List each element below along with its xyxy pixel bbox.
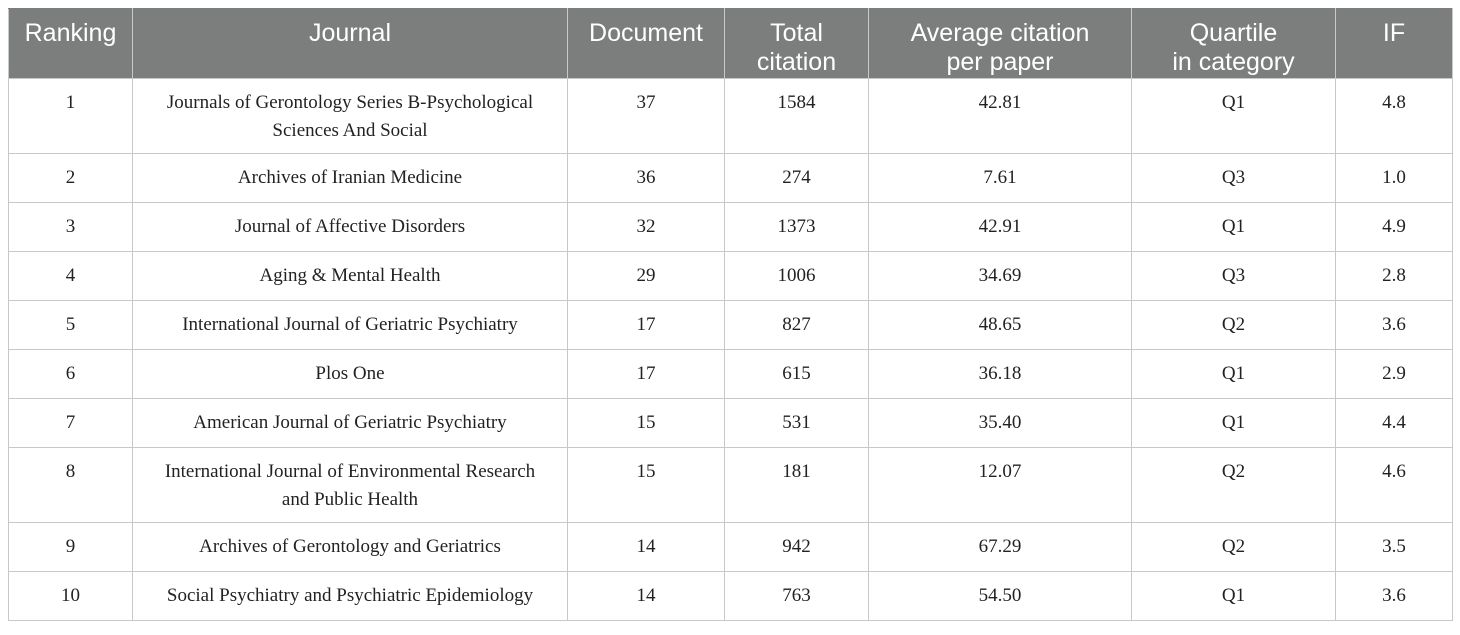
journal-ranking-table (8, 8, 1453, 621)
cell-journal: Journal of Affective Disorders (133, 203, 568, 252)
cell-quartile: Q1 (1132, 203, 1336, 252)
cell-document: 14 (568, 572, 725, 621)
cell-if: 4.4 (1336, 399, 1453, 448)
header-journal: Journal (133, 9, 568, 79)
header-row (9, 9, 1453, 79)
cell-quartile: Q1 (1132, 572, 1336, 621)
cell-avg-citation: 42.91 (869, 203, 1132, 252)
cell-avg-citation: 12.07 (869, 448, 1132, 523)
cell-journal: Aging & Mental Health (133, 252, 568, 301)
cell-avg-citation: 34.69 (869, 252, 1132, 301)
cell-ranking: 3 (9, 203, 133, 252)
cell-total-citation: 763 (725, 572, 869, 621)
header-average-citation: Average citation per paper (869, 9, 1132, 79)
table-row (9, 79, 1453, 154)
cell-if: 4.9 (1336, 203, 1453, 252)
cell-total-citation: 615 (725, 350, 869, 399)
cell-ranking: 9 (9, 523, 133, 572)
cell-document: 17 (568, 301, 725, 350)
cell-quartile: Q3 (1132, 154, 1336, 203)
cell-journal: Archives of Gerontology and Geriatrics (133, 523, 568, 572)
header-if: IF (1336, 9, 1453, 79)
cell-ranking: 10 (9, 572, 133, 621)
cell-document: 17 (568, 350, 725, 399)
table-row (9, 301, 1453, 350)
cell-quartile: Q1 (1132, 79, 1336, 154)
table-body (9, 79, 1453, 621)
header-quartile: Quartile in category (1132, 9, 1336, 79)
cell-document: 15 (568, 399, 725, 448)
cell-if: 2.9 (1336, 350, 1453, 399)
cell-avg-citation: 36.18 (869, 350, 1132, 399)
cell-document: 14 (568, 523, 725, 572)
cell-ranking: 6 (9, 350, 133, 399)
cell-document: 29 (568, 252, 725, 301)
table-row (9, 203, 1453, 252)
cell-total-citation: 1006 (725, 252, 869, 301)
cell-quartile: Q1 (1132, 399, 1336, 448)
cell-ranking: 8 (9, 448, 133, 523)
header-ranking: Ranking (9, 9, 133, 79)
cell-quartile: Q3 (1132, 252, 1336, 301)
cell-total-citation: 531 (725, 399, 869, 448)
cell-if: 1.0 (1336, 154, 1453, 203)
table-row (9, 572, 1453, 621)
table-row (9, 523, 1453, 572)
cell-if: 3.6 (1336, 301, 1453, 350)
cell-quartile: Q1 (1132, 350, 1336, 399)
table-row (9, 154, 1453, 203)
cell-if: 3.5 (1336, 523, 1453, 572)
cell-document: 15 (568, 448, 725, 523)
table-row (9, 399, 1453, 448)
cell-journal: Plos One (133, 350, 568, 399)
cell-ranking: 4 (9, 252, 133, 301)
cell-avg-citation: 7.61 (869, 154, 1132, 203)
cell-total-citation: 827 (725, 301, 869, 350)
cell-journal: Journals of Gerontology Series B-Psychological Sciences And Social (133, 79, 568, 154)
cell-document: 37 (568, 79, 725, 154)
cell-if: 3.6 (1336, 572, 1453, 621)
cell-avg-citation: 54.50 (869, 572, 1132, 621)
cell-if: 4.8 (1336, 79, 1453, 154)
cell-journal: American Journal of Geriatric Psychiatry (133, 399, 568, 448)
cell-total-citation: 1373 (725, 203, 869, 252)
cell-avg-citation: 67.29 (869, 523, 1132, 572)
table-row (9, 448, 1453, 523)
cell-if: 4.6 (1336, 448, 1453, 523)
cell-journal: Social Psychiatry and Psychiatric Epidemiology (133, 572, 568, 621)
cell-if: 2.8 (1336, 252, 1453, 301)
cell-ranking: 1 (9, 79, 133, 154)
cell-document: 32 (568, 203, 725, 252)
cell-ranking: 5 (9, 301, 133, 350)
cell-total-citation: 1584 (725, 79, 869, 154)
cell-quartile: Q2 (1132, 523, 1336, 572)
cell-journal: International Journal of Geriatric Psychiatry (133, 301, 568, 350)
cell-ranking: 2 (9, 154, 133, 203)
cell-total-citation: 181 (725, 448, 869, 523)
header-total-citation: Total citation (725, 9, 869, 79)
table-header (9, 9, 1453, 79)
cell-quartile: Q2 (1132, 448, 1336, 523)
cell-total-citation: 274 (725, 154, 869, 203)
cell-document: 36 (568, 154, 725, 203)
cell-journal: International Journal of Environmental Research and Public Health (133, 448, 568, 523)
cell-avg-citation: 42.81 (869, 79, 1132, 154)
cell-ranking: 7 (9, 399, 133, 448)
cell-journal: Archives of Iranian Medicine (133, 154, 568, 203)
cell-total-citation: 942 (725, 523, 869, 572)
cell-quartile: Q2 (1132, 301, 1336, 350)
cell-avg-citation: 35.40 (869, 399, 1132, 448)
header-document: Document (568, 9, 725, 79)
table-row (9, 350, 1453, 399)
table-row (9, 252, 1453, 301)
cell-avg-citation: 48.65 (869, 301, 1132, 350)
